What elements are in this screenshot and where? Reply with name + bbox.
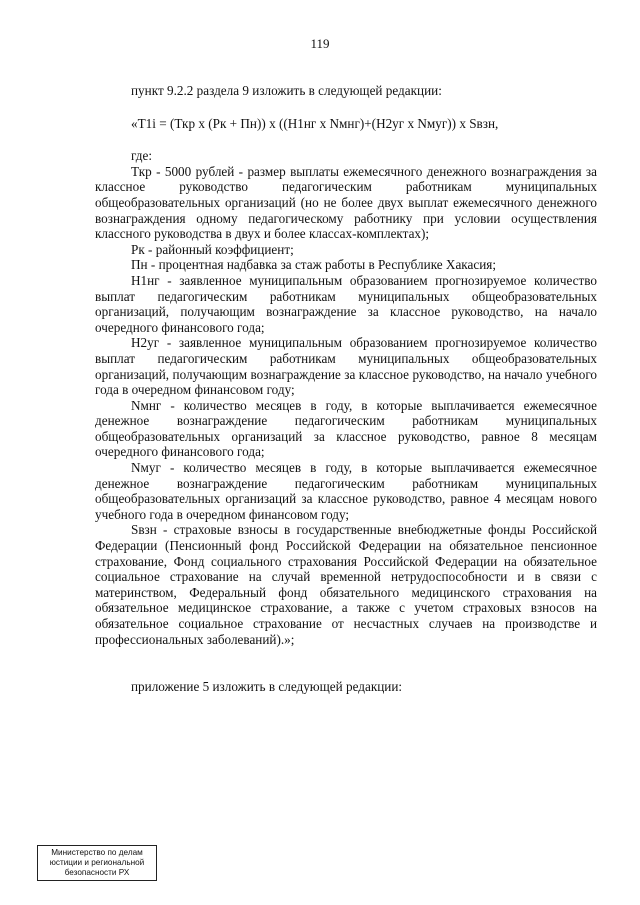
formula: «Т1i = (Ткр х (Рк + Пн)) х ((Н1нг х Nмнг)+(Н2уг х Nмуг)) х Sвзн, — [131, 115, 499, 131]
page-number: 119 — [310, 36, 330, 51]
paragraph-where: где: — [131, 148, 152, 164]
paragraph-appendix: приложение 5 изложить в следующей редакции: — [131, 679, 403, 695]
stamp-line: Министерство по делам — [51, 848, 143, 857]
ministry-stamp — [37, 845, 157, 881]
document-body — [95, 83, 597, 695]
paragraph-intro: пункт 9.2.2 раздела 9 изложить в следующей редакции: — [131, 83, 442, 98]
definition-n1ng: Н1нг - заявленное муниципальным образованием прогнозируемое количество выплат педагогическим работникам муниципальных общеобразовательных организаций, получающим вознаграждение за классное руководство, на начало очередного финансового года; — [95, 272, 597, 335]
definition-svzn: Sвзн - страховые взносы в государственные внебюджетные фонды Российской Федерации (Пенсионный фонд Российской Федерации на обязательное пенсионное страхование, Фонд социального страхования Российской Федерации на обязательное социальное страхование на случай временной нетрудоспособности и в связи с материнством, Федеральный фонд обязательного медицинского страхования на обязательное медицинское страхование, а также с учетом страховых взносов на обязательное социальное страхование от несчастных случаев на производстве и профессиональных заболеваний).»; — [95, 522, 597, 647]
definition-rk: Рк - районный коэффициент; — [131, 241, 294, 257]
definition-nmug: Nмуг - количество месяцев в году, в которые выплачивается ежемесячное денежное вознаграждение педагогическим работникам муниципальных общеобразовательных организаций за классное руководство, равное 4 месяцам нового учебного года в очередном финансовом году; — [95, 460, 597, 522]
definition-pn: Пн - процентная надбавка за стаж работы в Республике Хакасия; — [131, 257, 496, 273]
stamp-line: юстиции и региональной — [49, 858, 145, 867]
definition-n2ug: Н2уг - заявленное муниципальным образованием прогнозируемое количество выплат педагогическим работникам муниципальных общеобразовательных организаций, получающим вознаграждение за классное руководство, на начало учебного года в очередном финансовом году; — [95, 335, 597, 398]
definition-nmng: Nмнг - количество месяцев в году, в которые выплачивается ежемесячное денежное вознаграждение педагогическим работникам муниципальных общеобразовательных организаций за классное руководство, равное 8 месяцам очередного финансового года; — [95, 397, 597, 460]
stamp-line: безопасности РХ — [64, 868, 130, 877]
definition-tkr: Ткр - 5000 рублей - размер выплаты ежемесячного денежного вознаграждения за классное руководство педагогическим работникам муниципальных общеобразовательных организаций (но не более двух выплат ежемесячного денежного вознаграждения одному педагогическому работнику при условии осуществления классного руководства в двух и более классах-комплектах); — [95, 163, 597, 242]
